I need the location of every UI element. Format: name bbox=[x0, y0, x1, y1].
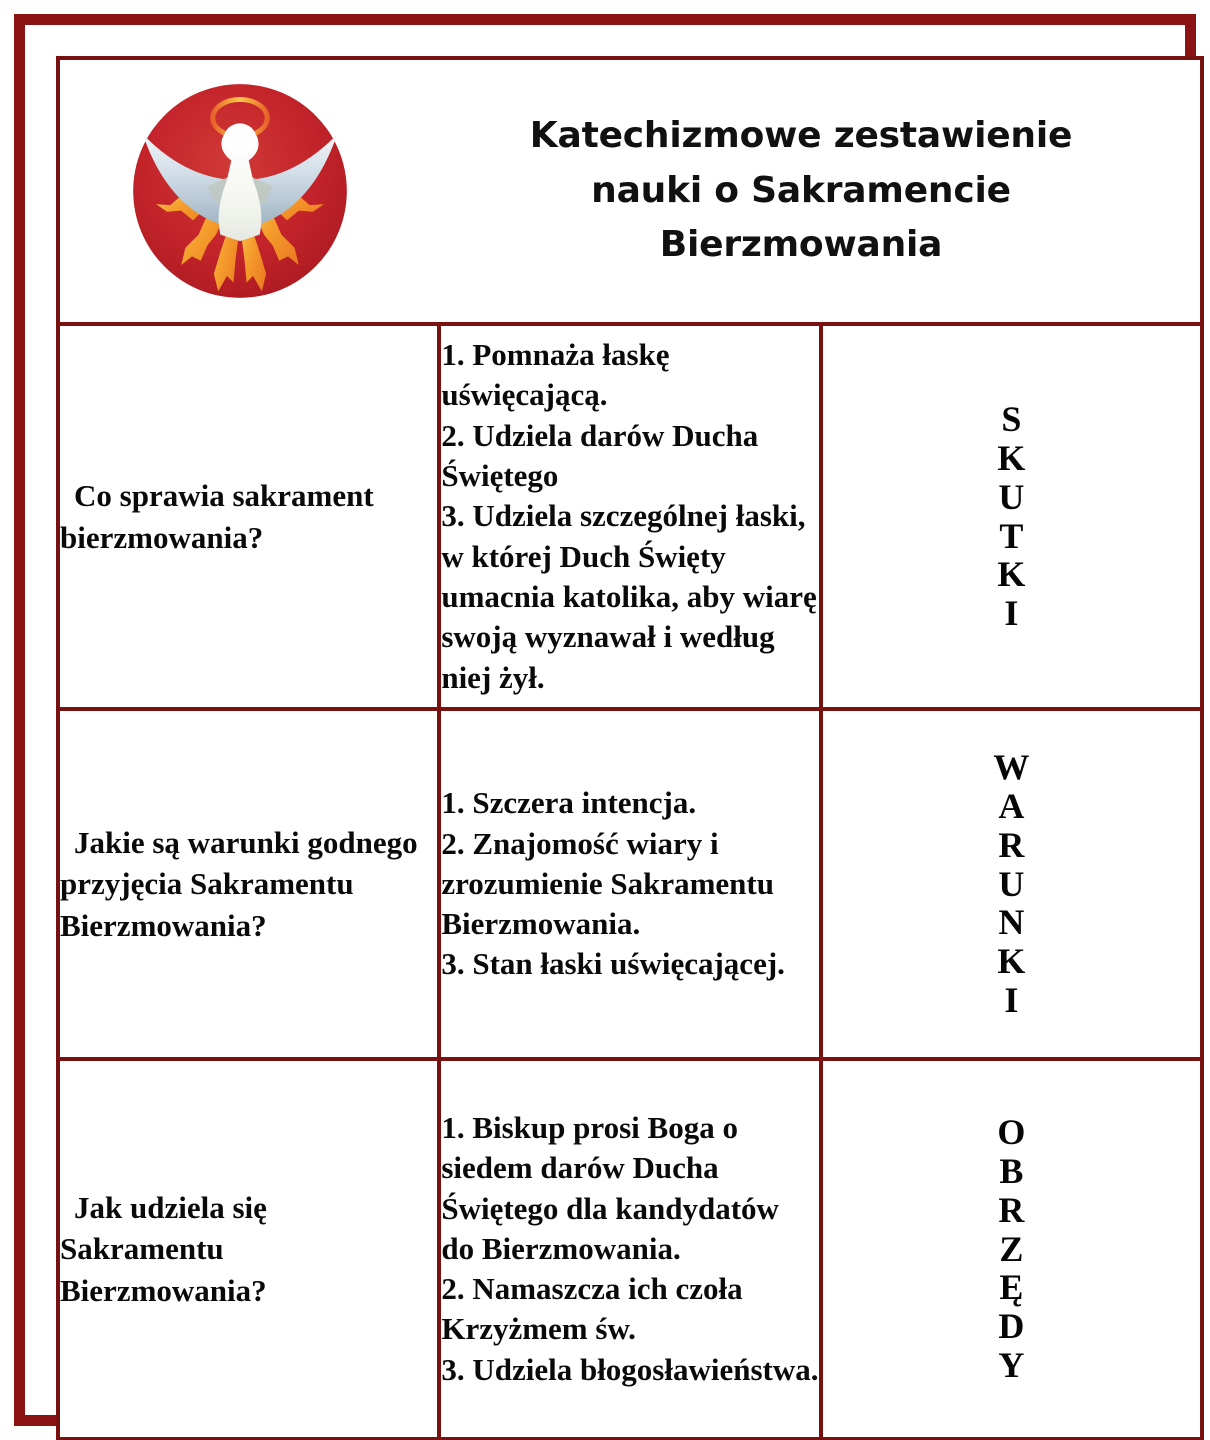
answer-cell-1 bbox=[439, 324, 820, 709]
label-letter: B bbox=[999, 1150, 1024, 1191]
answer-cell-3 bbox=[439, 1059, 820, 1439]
label-letter: A bbox=[998, 785, 1025, 826]
table-header-row bbox=[58, 58, 1202, 324]
answer-item: 3. Udziela szczególnej łaski, w której Duch Święty umacnia katolika, aby wiarę swoją wyznawał i według niej żył. bbox=[441, 498, 817, 695]
table-row bbox=[58, 1059, 1202, 1439]
label-letter: S bbox=[1001, 398, 1022, 439]
label-letter: U bbox=[998, 863, 1025, 904]
label-letter: D bbox=[998, 1306, 1025, 1347]
label-letter: I bbox=[1004, 593, 1019, 634]
label-letter: K bbox=[997, 554, 1026, 595]
question-text-3: Jak udziela się Sakramentu Bierzmowania? bbox=[60, 1189, 267, 1308]
category-label-cell-2 bbox=[821, 709, 1202, 1059]
label-letter: T bbox=[999, 515, 1024, 556]
answer-item: 3. Udziela błogosławieństwa. bbox=[441, 1351, 819, 1387]
label-letter: R bbox=[998, 1189, 1025, 1230]
label-letter: I bbox=[1004, 980, 1019, 1021]
page-title bbox=[530, 109, 1072, 273]
question-text-2: Jakie są warunki godnego przyjęcia Sakramentu Bierzmowania? bbox=[60, 824, 418, 943]
label-letter: W bbox=[993, 746, 1030, 787]
label-letter: U bbox=[998, 476, 1025, 517]
answer-item: 1. Pomnaża łaskę uświęcającą. bbox=[441, 337, 670, 413]
label-letter: K bbox=[997, 437, 1026, 478]
holy-spirit-dove-icon bbox=[131, 82, 349, 300]
answer-list-1 bbox=[441, 335, 818, 698]
header-cell bbox=[58, 58, 1202, 324]
label-letter: Y bbox=[998, 1345, 1025, 1386]
answer-list-2 bbox=[441, 783, 818, 984]
answer-item: 2. Namaszcza ich czoła Krzyżmem św. bbox=[441, 1271, 743, 1347]
answer-item: 1. Szczera intencja. bbox=[441, 785, 697, 821]
table-row bbox=[58, 709, 1202, 1059]
catechism-table-wrapper bbox=[56, 56, 1204, 1437]
catechism-table bbox=[56, 56, 1204, 1440]
answer-cell-2 bbox=[439, 709, 820, 1059]
title-line-3: Bierzmowania bbox=[659, 224, 943, 266]
question-cell-2 bbox=[58, 709, 439, 1059]
title-container bbox=[420, 60, 1200, 322]
category-label-skutki bbox=[823, 326, 1200, 707]
label-letter: R bbox=[998, 824, 1025, 865]
label-letter: N bbox=[998, 902, 1025, 943]
category-label-warunki bbox=[823, 711, 1200, 1057]
label-letter: O bbox=[997, 1111, 1026, 1152]
logo-container bbox=[60, 60, 420, 322]
question-cell-1 bbox=[58, 324, 439, 709]
label-letter: K bbox=[997, 941, 1026, 982]
answer-item: 1. Biskup prosi Boga o siedem darów Ducha Świętego dla kandydatów do Bierzmowania. bbox=[441, 1109, 779, 1266]
table-row bbox=[58, 324, 1202, 709]
category-label-obrzedy bbox=[823, 1061, 1200, 1437]
decorative-outer-frame bbox=[14, 14, 1196, 1426]
answer-list-3 bbox=[441, 1108, 818, 1390]
title-line-2: nauki o Sakramencie bbox=[591, 169, 1011, 211]
category-label-cell-1 bbox=[821, 324, 1202, 709]
title-line-1: Katechizmowe zestawienie bbox=[529, 114, 1073, 156]
category-label-cell-3 bbox=[821, 1059, 1202, 1439]
label-letter: Ę bbox=[999, 1267, 1024, 1308]
question-text-1: Co sprawia sakrament bierzmowania? bbox=[60, 477, 374, 555]
question-cell-3 bbox=[58, 1059, 439, 1439]
label-letter: Z bbox=[999, 1228, 1024, 1269]
answer-item: 2. Udziela darów Ducha Świętego bbox=[441, 417, 759, 494]
answer-item: 2. Znajomość wiary i zrozumienie Sakramentu Bierzmowania. bbox=[441, 825, 774, 942]
answer-item: 3. Stan łaski uświęcającej. bbox=[441, 946, 785, 982]
